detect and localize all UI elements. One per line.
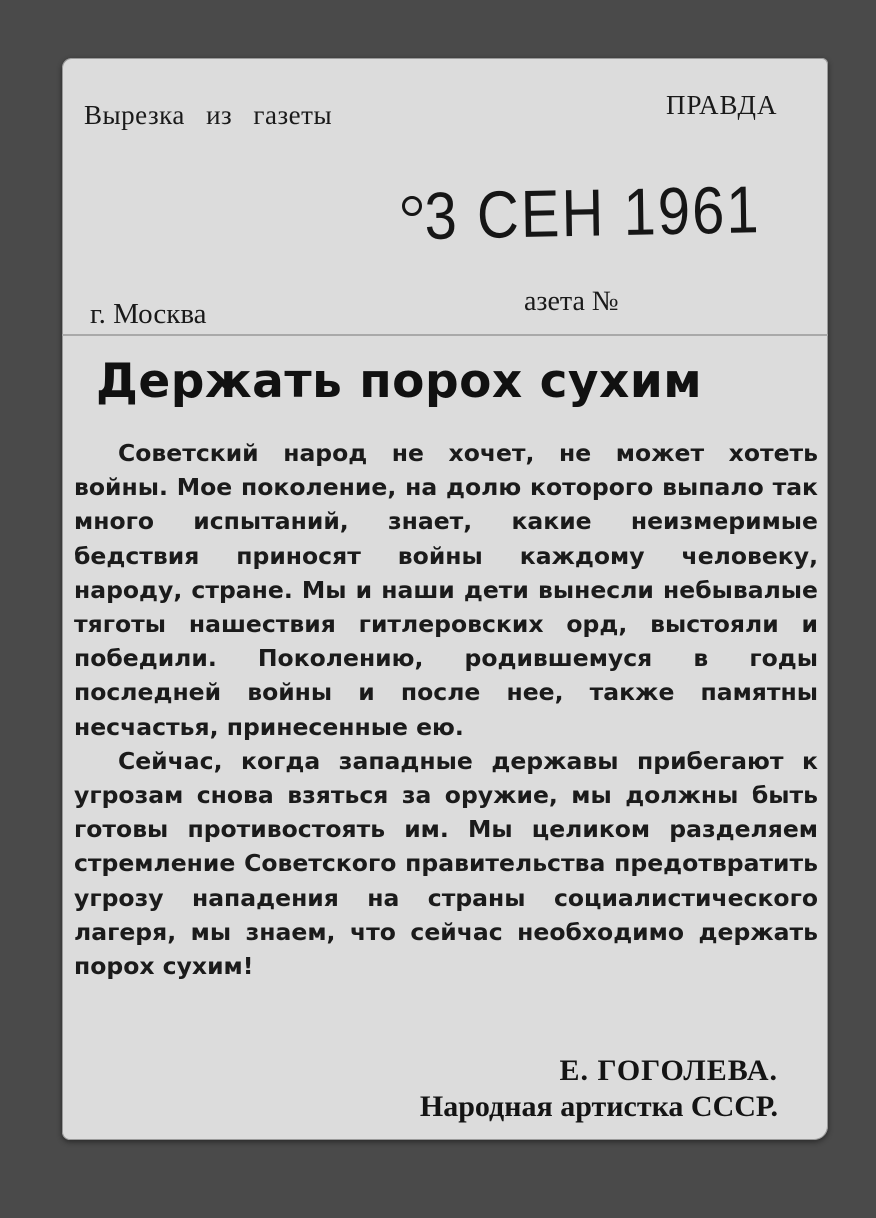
article-author: Е. ГОГОЛЕВА. — [559, 1054, 778, 1087]
author-title: Народная артистка СССР. — [419, 1090, 778, 1123]
newspaper-number-label: азета № — [524, 286, 619, 317]
article-headline: Держать порох сухим — [96, 354, 703, 409]
article-paragraph: Советский народ не хочет, не может хотеть войны. Мое поколение, на долю которого выпало так много испытаний, знает, какие неизмеримые бедствия приносят войны каждому человеку, народу, стране. Мы и наши дети вынесли небывалые тяготы нашествия гитлеровских орд, выстояли и победили. Поколению, родившемуся в годы последней войны и после нее, также памятны несчастья, принесенные ею. — [74, 439, 818, 741]
clipping-separator — [62, 334, 828, 336]
city-label: г. Москва — [90, 298, 207, 330]
newspaper-name: ПРАВДА — [666, 90, 778, 120]
stamp-dot-icon — [402, 196, 422, 216]
newspaper-clipping-card — [62, 58, 828, 1140]
date-stamp: 3 СЕН 1961 — [424, 172, 762, 254]
article-body — [74, 436, 818, 983]
article-paragraph: Сейчас, когда западные державы прибегают к угрозам снова взяться за оружие, мы должны быть готовы противостоять им. Мы целиком разделяем стремление Советского правительства предотвратить угрозу нападения на страны социалистического лагеря, мы знаем, что сейчас необходимо держать порох сухим! — [74, 746, 818, 981]
clipping-header-label: Вырезка из газеты — [84, 100, 333, 130]
